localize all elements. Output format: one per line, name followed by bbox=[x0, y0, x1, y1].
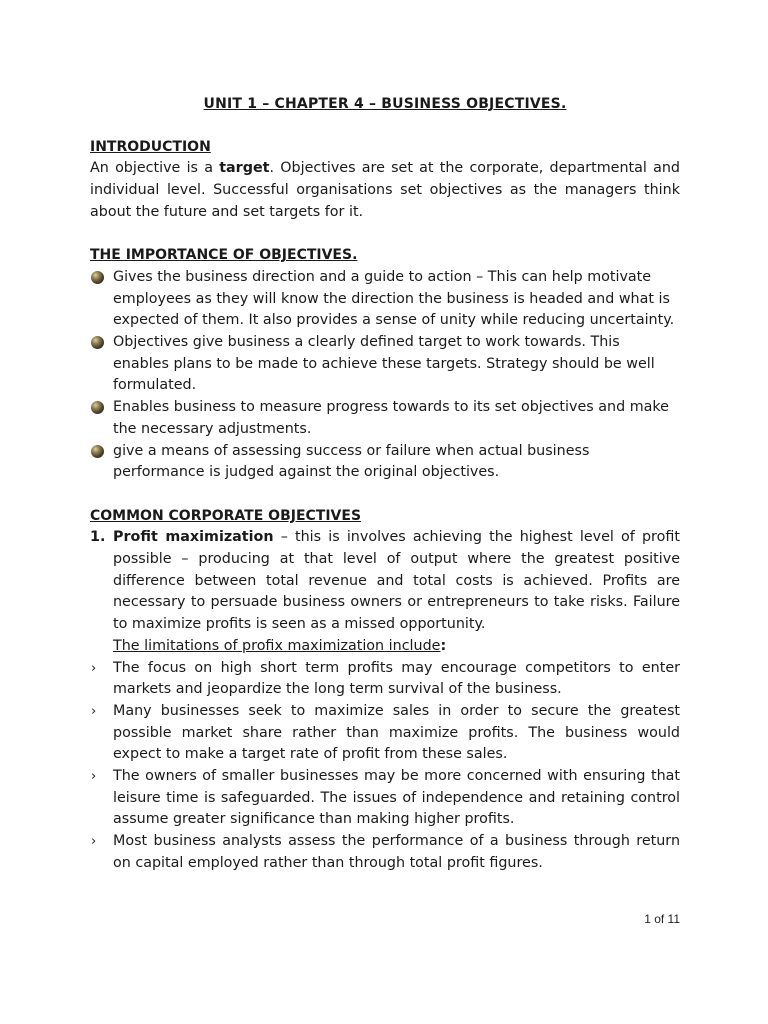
introduction-text-start: An objective is a bbox=[90, 160, 220, 177]
importance-item-text: Enables business to measure progress towards to its set objectives and make the necessary adjustments. bbox=[113, 399, 669, 437]
importance-item-text: Gives the business direction and a guide to action – This can help motivate employees as they will know the direction the business is headed and what is expected of them. It also provides a sense of unity while reducing uncertainty. bbox=[113, 268, 675, 329]
arrow-bullet-icon: › bbox=[91, 834, 97, 850]
importance-item-text: give a means of assessing success or failure when actual business performance is judged against the original objectives. bbox=[113, 442, 590, 481]
introduction-bold-term: target bbox=[219, 160, 270, 177]
introduction-paragraph bbox=[90, 158, 680, 223]
bronze-ball-bullet-icon bbox=[91, 271, 104, 284]
limitation-item bbox=[90, 766, 680, 831]
limitations-label: The limitations of profix maximization include bbox=[113, 637, 441, 654]
importance-item bbox=[90, 441, 680, 484]
arrow-bullet-icon: › bbox=[91, 660, 97, 676]
limitation-item-text: The focus on high short term profits may encourage competitors to enter markets and jeopardize the long term survival of the business. bbox=[113, 659, 680, 698]
limitation-item-text: The owners of smaller businesses may be more concerned with ensuring that leisure time is safeguarded. The issues of independence and retaining control assume greater significance than making higher profits. bbox=[113, 768, 680, 828]
bronze-ball-bullet-icon bbox=[91, 336, 104, 349]
profit-maximization-text: – this is involves achieving the highest level of profit possible – producing at that level of output where the greatest positive difference between total revenue and total costs is achieved. Profits are necessary to persuade business owners or entrepreneurs to take risks. Failure to maximize profits is seen as a missed opportunity. bbox=[113, 529, 680, 633]
profit-maximization-item bbox=[90, 527, 680, 636]
limitation-item bbox=[90, 658, 680, 701]
document-title: UNIT 1 – CHAPTER 4 – BUSINESS OBJECTIVES. bbox=[203, 96, 567, 112]
limitations-colon: : bbox=[440, 637, 447, 654]
importance-item bbox=[90, 397, 680, 440]
importance-heading: THE IMPORTANCE OF OBJECTIVES. bbox=[90, 247, 358, 264]
limitation-item-text: Most business analysts assess the performance of a business through return on capital employed rather than through total profit figures. bbox=[113, 833, 680, 871]
importance-item-text: Objectives give business a clearly defined target to work towards. This enables plans to be made to achieve these targets. Strategy should be well formulated. bbox=[113, 334, 655, 394]
document-page bbox=[90, 94, 680, 875]
profit-maximization-label: Profit maximization bbox=[113, 529, 274, 546]
importance-item bbox=[90, 332, 680, 397]
limitation-item-text: Many businesses seek to maximize sales in order to secure the greatest possible market share rather than maximize profits. The business would expect to make a target rate of profit from these sales. bbox=[113, 702, 680, 763]
common-objectives-heading: COMMON CORPORATE OBJECTIVES bbox=[90, 507, 362, 524]
limitations-intro bbox=[90, 636, 680, 658]
limitation-item bbox=[90, 701, 680, 766]
arrow-bullet-icon: › bbox=[91, 703, 97, 719]
arrow-bullet-icon: › bbox=[91, 769, 97, 785]
limitations-list bbox=[90, 658, 680, 875]
page-number: 1 of 11 bbox=[644, 912, 680, 926]
bronze-ball-bullet-icon bbox=[91, 401, 104, 414]
bronze-ball-bullet-icon bbox=[91, 445, 104, 458]
limitation-item bbox=[90, 831, 680, 874]
importance-item bbox=[90, 267, 680, 332]
importance-list bbox=[90, 267, 680, 484]
item-number: 1. bbox=[90, 529, 106, 546]
introduction-heading: INTRODUCTION bbox=[90, 138, 211, 155]
introduction-text-end: . Objectives are set at the corporate, departmental and individual level. Successful organisations set objectives as the managers think about the future and set targets for it. bbox=[90, 160, 680, 220]
